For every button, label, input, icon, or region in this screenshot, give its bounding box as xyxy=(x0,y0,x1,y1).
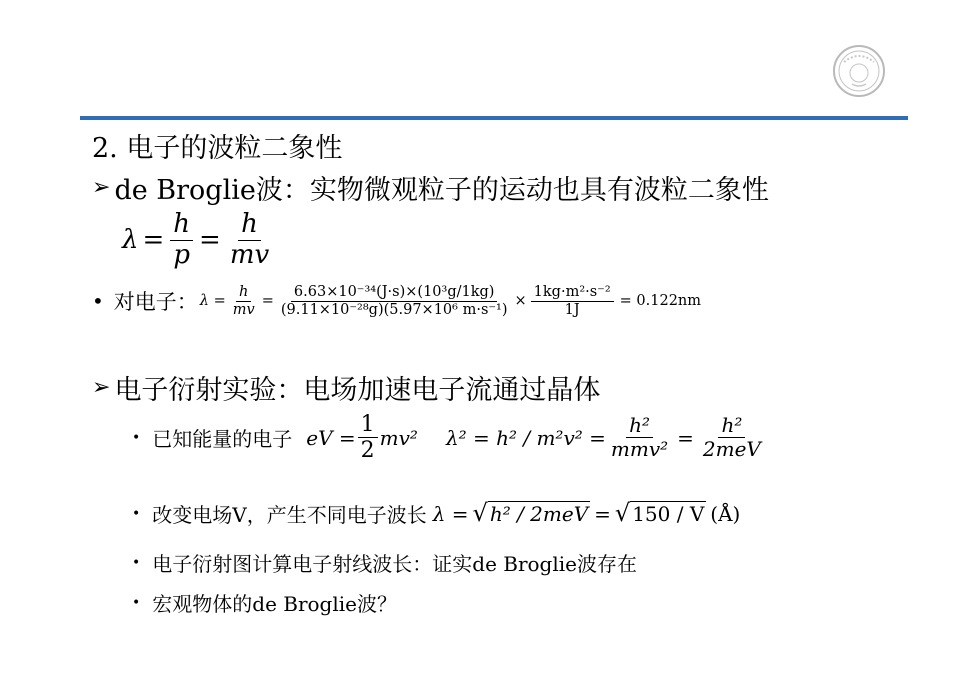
equals-sign: = xyxy=(677,425,694,450)
lambda-squared: λ² = h² / m²v² = xyxy=(445,425,606,450)
fraction-h-over-mv xyxy=(227,210,272,271)
fraction-numerator: h xyxy=(170,210,193,241)
lambda-symbol: λ xyxy=(122,225,139,256)
fraction-denominator: 2 xyxy=(360,438,375,464)
equals-sign: = xyxy=(142,225,165,256)
sub-item-label: 电子衍射图计算电子射线波长：证实de Broglie波存在 xyxy=(152,552,637,576)
section-title: 2. 电子的波粒二象性 xyxy=(92,133,343,164)
bullet: • xyxy=(132,554,141,571)
bullet: • xyxy=(132,505,141,522)
fraction-numerator: 1kg·m²·s⁻² xyxy=(531,284,614,302)
fraction-numeric xyxy=(278,284,511,318)
point-diffraction xyxy=(92,368,600,407)
angstrom-unit: (Å) xyxy=(710,501,741,526)
fraction-numerator: 1 xyxy=(358,412,378,438)
root-argument: h² / 2meV xyxy=(489,502,589,526)
fraction-numerator: h xyxy=(236,284,251,302)
bullet: • xyxy=(132,429,141,446)
lambda-equals: λ = xyxy=(432,501,469,526)
point-diffraction-label: 电子衍射实验：电场加速电子流通过晶体 xyxy=(114,375,601,406)
sub-item-macroscopic xyxy=(132,588,397,617)
university-seal-icon xyxy=(832,44,886,98)
fraction-h2-over-mmv2 xyxy=(608,414,671,461)
fraction-denominator: mv xyxy=(232,301,255,318)
fraction-one-half xyxy=(358,412,378,464)
fraction-h-over-p xyxy=(170,210,193,271)
sub-item-label: 已知能量的电子 xyxy=(152,427,293,452)
title-divider xyxy=(80,116,908,120)
fraction-h-over-mv xyxy=(230,284,258,318)
bullet: • xyxy=(92,289,104,314)
fraction-numerator: 6.63×10⁻³⁴(J·s)×(10³g/1kg) xyxy=(291,284,498,302)
arrow-bullet-icon: ➢ xyxy=(92,175,111,200)
kinetic-term: mv² xyxy=(379,425,418,450)
fraction-denominator: mv xyxy=(229,239,270,270)
lambda-equals: λ = xyxy=(199,293,226,310)
square-root-1: √ h² / 2meV xyxy=(472,499,589,527)
sub-item-energy xyxy=(132,412,766,464)
electron-label: 对电子： xyxy=(113,290,198,315)
sub-item-label: 改变电场V，产生不同电子波长 xyxy=(152,503,427,527)
point-de-broglie-label: de Broglie波：实物微观粒子的运动也具有波粒二象性 xyxy=(114,175,769,206)
fraction-numerator: h² xyxy=(626,414,653,438)
arrow-bullet-icon: ➢ xyxy=(92,375,111,400)
electron-calculation: • 对电子： λ = $\frac{h}{mv}$ = $\frac{\text{6.63×10⁻³⁴(J·s)×(10³g/1kg)}}{\text{(9.11×10⁻²⁸g)(5.97×10⁶ m·s⁻¹)}}$ × $\frac{\text{1kg·m²·s⁻²}}{1J}$ = 0.122nm xyxy=(92,284,702,318)
fraction-h2-over-2meV xyxy=(700,414,764,461)
root-argument: 150 / V xyxy=(632,502,705,526)
fraction-unit-conversion xyxy=(531,284,614,318)
fraction-denominator: (9.11×10⁻²⁸g)(5.97×10⁶ m·s⁻¹) xyxy=(280,301,508,318)
energy-lhs: eV = xyxy=(306,425,356,450)
bullet: • xyxy=(132,594,141,611)
point-de-broglie xyxy=(92,168,769,207)
formula-lambda xyxy=(122,210,274,271)
sub-item-label: 宏观物体的de Broglie波？ xyxy=(152,592,397,616)
result-value: = 0.122nm xyxy=(619,293,702,310)
times-sign: × xyxy=(514,293,527,310)
fraction-denominator: p xyxy=(173,239,190,270)
sub-item-diffraction-proof xyxy=(132,548,637,577)
fraction-numerator: h² xyxy=(718,414,745,438)
fraction-numerator: h xyxy=(238,210,261,241)
fraction-denominator: 1J xyxy=(564,301,580,318)
sub-item-wavelength xyxy=(132,499,740,528)
square-root-2: √ 150 / V xyxy=(614,499,705,527)
equals-sign: = xyxy=(594,501,611,526)
fraction-denominator: mmv² xyxy=(610,437,669,462)
equals-sign: = xyxy=(199,225,221,256)
fraction-denominator: 2meV xyxy=(702,437,761,462)
